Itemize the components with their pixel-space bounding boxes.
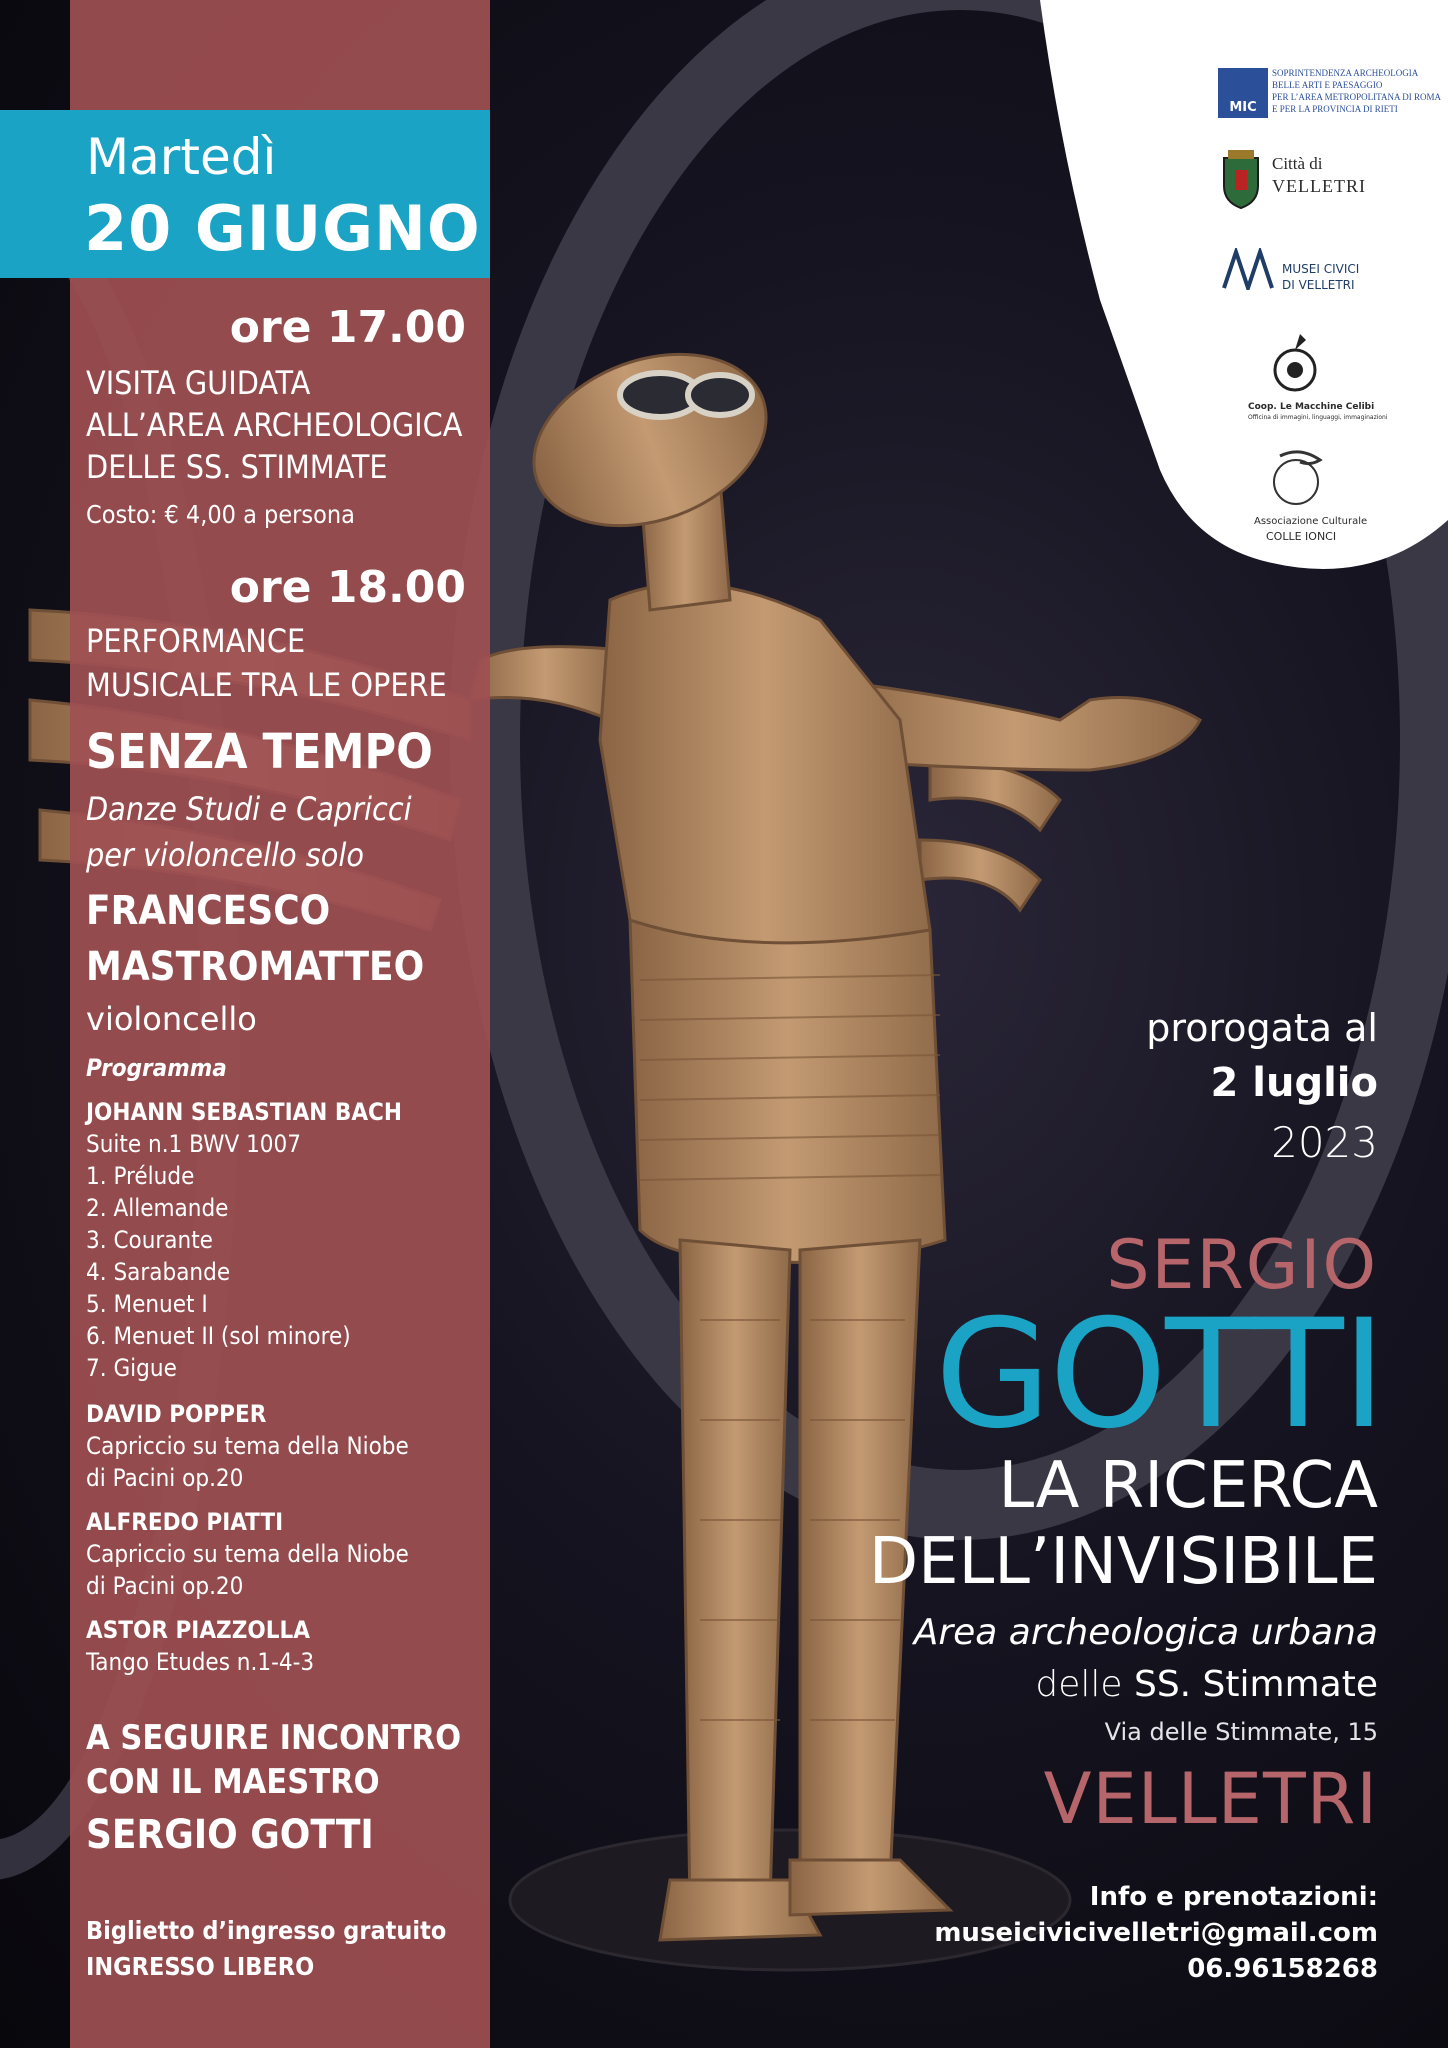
performer-line-1: FRANCESCO <box>86 888 331 934</box>
extension-line-1: prorogata al <box>1146 1006 1378 1050</box>
info-phone[interactable]: 06.96158268 <box>1187 1954 1378 1984</box>
mic-line-4: E PER LA PROVINCIA DI RIETI <box>1272 104 1398 114</box>
artist-last-name: GOTTI <box>934 1288 1384 1462</box>
bach-work-7: 6. Menuet II (sol minore) <box>86 1322 351 1350</box>
bach-work-1: Suite n.1 BWV 1007 <box>86 1130 302 1158</box>
performer-line-2: MASTROMATTEO <box>86 944 425 990</box>
bach-work-4: 3. Courante <box>86 1226 213 1254</box>
venue-line-2 <box>1035 1664 1378 1705</box>
colle-ionci-line-1: Associazione Culturale <box>1254 516 1368 527</box>
event2-title-line-1: PERFORMANCE <box>86 622 306 660</box>
exhibition-title-line-1: LA RICERCA <box>998 1449 1378 1523</box>
extension-line-3: 2023 <box>1271 1118 1378 1167</box>
city-line-2: VELLETRI <box>1272 176 1366 196</box>
musei-line-1: MUSEI CIVICI <box>1282 262 1360 276</box>
meeting-line-1: A SEGUIRE INCONTRO <box>86 1718 462 1758</box>
venue-address: Via delle Stimmate, 15 <box>1104 1718 1378 1746</box>
musei-civici-mark-icon <box>1222 248 1278 290</box>
ticket-line-1: Biglietto d’ingresso gratuito <box>86 1916 447 1945</box>
popper-work-2: di Pacini op.20 <box>86 1464 244 1492</box>
piatti-work-1: Capriccio su tema della Niobe <box>86 1540 409 1568</box>
exhibition-title-line-2: DELL’INVISIBILE <box>868 1525 1378 1599</box>
event1-title-line-2: ALL’AREA ARCHEOLOGICA <box>86 406 463 444</box>
composer-bach: JOHANN SEBASTIAN BACH <box>86 1098 402 1126</box>
venue-prefix: delle <box>1035 1664 1123 1705</box>
venue-line-1: Area archeologica urbana <box>913 1612 1378 1653</box>
info-email[interactable]: museicivicivelletri@gmail.com <box>934 1918 1378 1948</box>
mic-line-3: PER L’AREA METROPOLITANA DI ROMA <box>1272 92 1441 102</box>
coop-line-1: Coop. Le Macchine Celibi <box>1248 402 1375 412</box>
city-crest-icon <box>1220 148 1262 210</box>
programme-heading: Programma <box>86 1054 227 1082</box>
date-day: 20 GIUGNO <box>84 192 481 265</box>
popper-work-1: Capriccio su tema della Niobe <box>86 1432 409 1460</box>
colle-ionci-line-2: COLLE IONCI <box>1266 530 1337 543</box>
coop-wheel-icon <box>1270 330 1320 396</box>
meeting-artist: SERGIO GOTTI <box>86 1812 374 1858</box>
date-weekday: Martedì <box>86 128 277 186</box>
event2-subtitle-line-2: per violoncello solo <box>86 836 364 874</box>
colle-ionci-seal-icon <box>1270 446 1326 508</box>
extension-line-2: 2 luglio <box>1210 1060 1378 1106</box>
bach-work-2: 1. Prélude <box>86 1162 195 1190</box>
artist-first-name: SERGIO <box>1106 1226 1378 1305</box>
bach-work-3: 2. Allemande <box>86 1194 229 1222</box>
performer-instrument: violoncello <box>86 1000 257 1038</box>
mic-line-2: BELLE ARTI E PAESAGGIO <box>1272 80 1383 90</box>
composer-popper: DAVID POPPER <box>86 1400 267 1428</box>
bach-work-6: 5. Menuet I <box>86 1290 208 1318</box>
mic-badge: MIC <box>1218 68 1268 118</box>
event2-time: ore 18.00 <box>229 562 466 613</box>
mic-line-1: SOPRINTENDENZA ARCHEOLOGIA <box>1272 68 1419 78</box>
ticket-line-2: INGRESSO LIBERO <box>86 1952 315 1981</box>
event2-show-title: SENZA TEMPO <box>86 724 433 780</box>
bach-work-8: 7. Gigue <box>86 1354 177 1382</box>
coop-line-2: Officina di immagini, linguaggi, immaginazioni <box>1248 414 1388 421</box>
composer-piatti: ALFREDO PIATTI <box>86 1508 284 1536</box>
event1-cost: Costo: € 4,00 a persona <box>86 500 355 529</box>
meeting-line-2: CON IL MAESTRO <box>86 1762 380 1802</box>
event1-title-line-3: DELLE SS. STIMMATE <box>86 448 388 486</box>
venue-name: SS. Stimmate <box>1133 1664 1378 1705</box>
info-label: Info e prenotazioni: <box>1089 1882 1378 1912</box>
musei-line-2: DI VELLETRI <box>1282 278 1355 292</box>
piazzolla-work-1: Tango Etudes n.1-4-3 <box>86 1648 315 1676</box>
bach-work-5: 4. Sarabande <box>86 1258 231 1286</box>
event2-subtitle-line-1: Danze Studi e Capricci <box>86 790 412 828</box>
event1-title-line-1: VISITA GUIDATA <box>86 364 311 402</box>
city-line-1: Città di <box>1272 154 1323 173</box>
exhibition-city: VELLETRI <box>1043 1758 1378 1840</box>
composer-piazzolla: ASTOR PIAZZOLLA <box>86 1616 310 1644</box>
event1-time: ore 17.00 <box>229 302 466 353</box>
piatti-work-2: di Pacini op.20 <box>86 1572 244 1600</box>
event2-title-line-2: MUSICALE TRA LE OPERE <box>86 666 447 704</box>
